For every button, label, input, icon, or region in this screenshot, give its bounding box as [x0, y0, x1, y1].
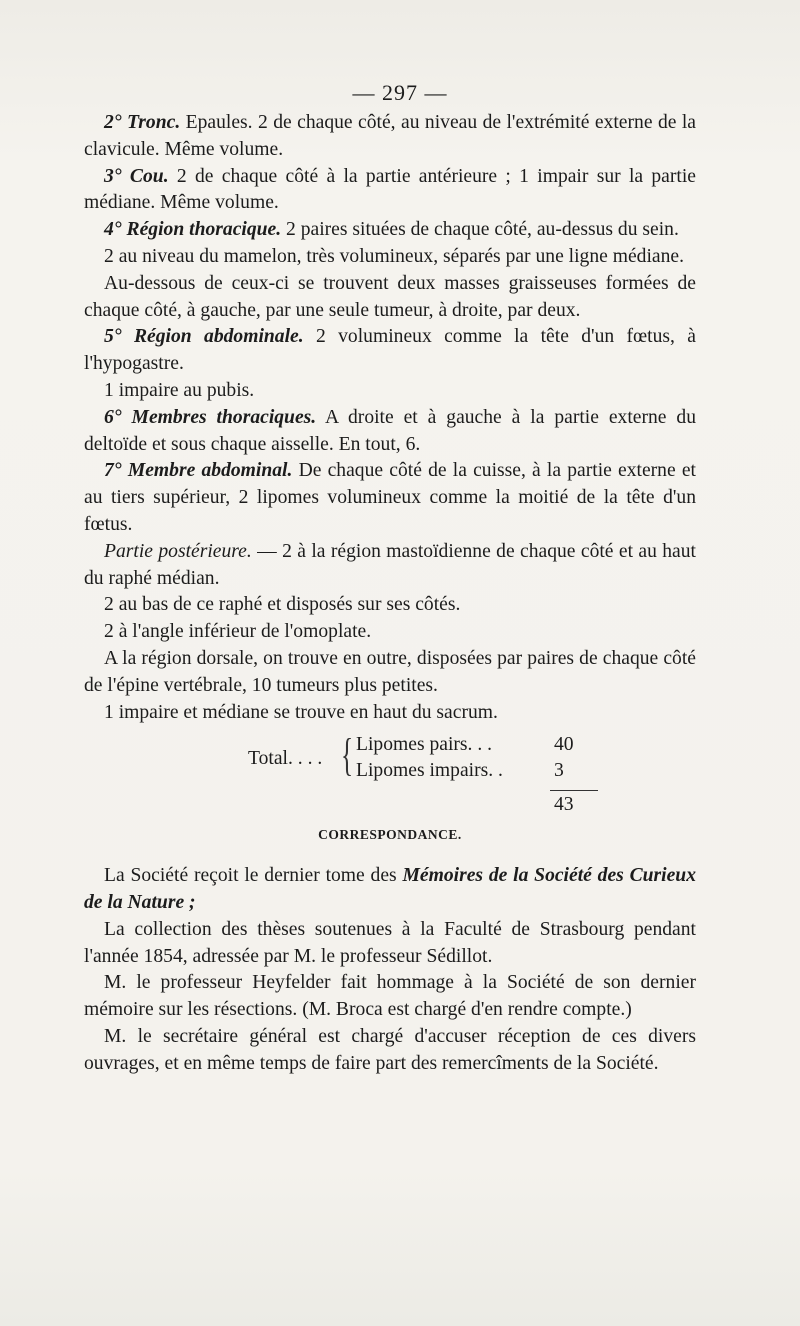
total-row-label: Lipomes pairs. . . — [356, 734, 493, 756]
total-label: Total. . . . — [248, 748, 323, 770]
paragraph-text: M. le professeur Heyfelder fait hommage à la Société de son dernier mémoire sur les résections. (M. Broca est chargé d'en rendre compte.) — [84, 972, 696, 1021]
paragraph — [84, 271, 696, 325]
paragraph-text: Au-dessous de ceux-ci se trouvent deux masses graisseuses formées de chaque côté, à gauche, par une seule tumeur, à droite, par deux. — [84, 272, 696, 321]
paragraph — [84, 646, 696, 700]
body-text — [84, 110, 696, 1078]
paragraph — [84, 619, 696, 646]
paragraph-italic: Mémoires de la Société des Curieux de la Nature ; — [84, 865, 696, 913]
paragraph-label: 6° Membres thoraciques. — [104, 406, 317, 428]
paragraph-text: A droite et à gauche à la partie externe du deltoïde et sous chaque aisselle. En tout, 6. — [84, 406, 696, 455]
total-row-label: Lipomes impairs. . — [356, 760, 503, 782]
lipoma-total-table — [84, 729, 696, 816]
paragraph — [84, 244, 696, 271]
paragraph — [84, 378, 696, 405]
paragraph — [84, 539, 696, 593]
total-row-value: 40 — [554, 734, 574, 756]
sum-rule — [550, 790, 598, 791]
paragraph-text: 2 à l'angle inférieur de l'omoplate. — [104, 621, 372, 643]
page-number: — 297 — — [352, 80, 448, 105]
paragraph — [84, 700, 696, 727]
total-sum: 43 — [554, 794, 574, 816]
paragraph-text: 2 paires situées de chaque côté, au-dessus du sein. — [281, 219, 679, 241]
paragraph-text: A la région dorsale, on trouve en outre, disposées par paires de chaque côté de l'épine vertébrale, 10 tumeurs plus petites. — [84, 647, 696, 696]
paragraph — [84, 324, 696, 378]
paragraph-text: M. le secrétaire général est chargé d'accuser réception de ces divers ouvrages, et en même temps de faire part des remercîments de la Société. — [84, 1025, 696, 1074]
paragraph-text: 1 impaire et médiane se trouve en haut du sacrum. — [104, 701, 498, 723]
paragraph-label: 2° Tronc. — [104, 112, 181, 133]
paragraph — [84, 917, 696, 971]
paragraph — [84, 458, 696, 538]
paragraph-text: De chaque côté de la cuisse, à la partie externe et au tiers supérieur, 2 lipomes volumineux comme la moitié de la tête d'un fœtus. — [84, 460, 696, 535]
paragraph-label: 3° Cou. — [104, 165, 169, 187]
paragraph-text: — 2 à la région mastoïdienne de chaque côté et au haut du raphé médian. — [84, 540, 696, 589]
total-row-value: 3 — [554, 760, 564, 782]
paragraph-label: Partie postérieure. — [104, 540, 252, 562]
paragraph-text: La Société reçoit le dernier tome des — [104, 865, 403, 887]
paragraph-label: 4° Région thoracique. — [104, 219, 282, 241]
paragraph-label: 7° Membre abdominal. — [104, 460, 293, 482]
paragraph — [84, 405, 696, 459]
paragraph — [84, 863, 696, 917]
paragraph-text: 2 au niveau du mamelon, très volumineux, séparés par une ligne médiane. — [104, 245, 685, 267]
paragraph — [84, 970, 696, 1024]
paragraph — [84, 217, 696, 244]
paragraph-text: La collection des thèses soutenues à la Faculté de Strasbourg pendant l'année 1854, adressée par M. le professeur Sédillot. — [84, 918, 696, 967]
section-heading: CORRESPONDANCE. — [318, 827, 462, 843]
paragraph — [84, 1024, 696, 1078]
paragraph — [84, 592, 696, 619]
paragraph — [84, 164, 696, 218]
brace-glyph: { — [340, 729, 354, 781]
paragraph — [84, 110, 696, 164]
paragraph-text: 2 volumineux comme la tête d'un fœtus, à l'hypogastre. — [84, 326, 696, 375]
paragraph-label: 5° Région abdominale. — [104, 326, 304, 348]
paragraph-text: 1 impaire au pubis. — [104, 379, 255, 401]
paragraph-text: Epaules. 2 de chaque côté, au niveau de l'extrémité externe de la clavicule. Même volume. — [84, 112, 697, 160]
paragraph-text: 2 au bas de ce raphé et disposés sur ses côtés. — [104, 594, 461, 616]
paragraph-text: 2 de chaque côté à la partie antérieure ; 1 impair sur la partie médiane. Même volume. — [84, 165, 696, 214]
